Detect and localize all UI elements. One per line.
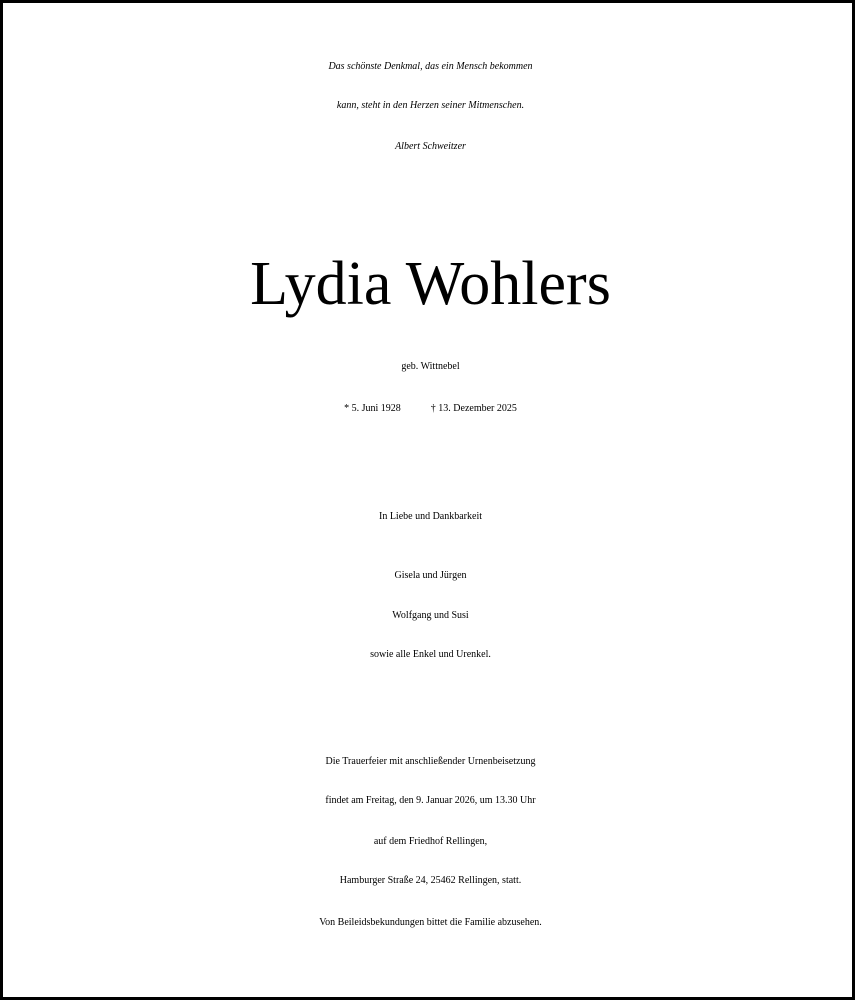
family-line-1: Gisela und Jürgen — [394, 570, 467, 581]
quote-line-1: Das schönste Denkmal, das ein Mensch bekommen — [328, 61, 533, 72]
birth-date: * 5. Juni 1928 — [344, 403, 401, 414]
quote-author: Albert Schweitzer — [395, 141, 466, 152]
quote-line-2: kann, steht in den Herzen seiner Mitmenschen. — [336, 100, 525, 111]
condolence-note: Von Beileidsbekundungen bittet die Familie abzusehen. — [319, 917, 542, 928]
deceased-name: Lydia Wohlers — [250, 250, 611, 318]
funeral-line-2: findet am Freitag, den 9. Januar 2026, um 13.30 Uhr — [325, 795, 536, 806]
dedication: In Liebe und Dankbarkeit — [378, 511, 483, 522]
death-date: † 13. Dezember 2025 — [430, 403, 517, 414]
birth-name: geb. Wittnebel — [401, 361, 460, 372]
life-dates — [3, 404, 855, 414]
funeral-line-1: Die Trauerfeier mit anschließender Urnenbeisetzung — [325, 756, 536, 767]
family-line-3: sowie alle Enkel und Urenkel. — [370, 649, 491, 660]
family-line-2: Wolfgang und Susi — [392, 610, 469, 621]
funeral-line-4: Hamburger Straße 24, 25462 Rellingen, statt. — [339, 875, 522, 886]
funeral-line-3: auf dem Friedhof Rellingen, — [373, 836, 488, 847]
